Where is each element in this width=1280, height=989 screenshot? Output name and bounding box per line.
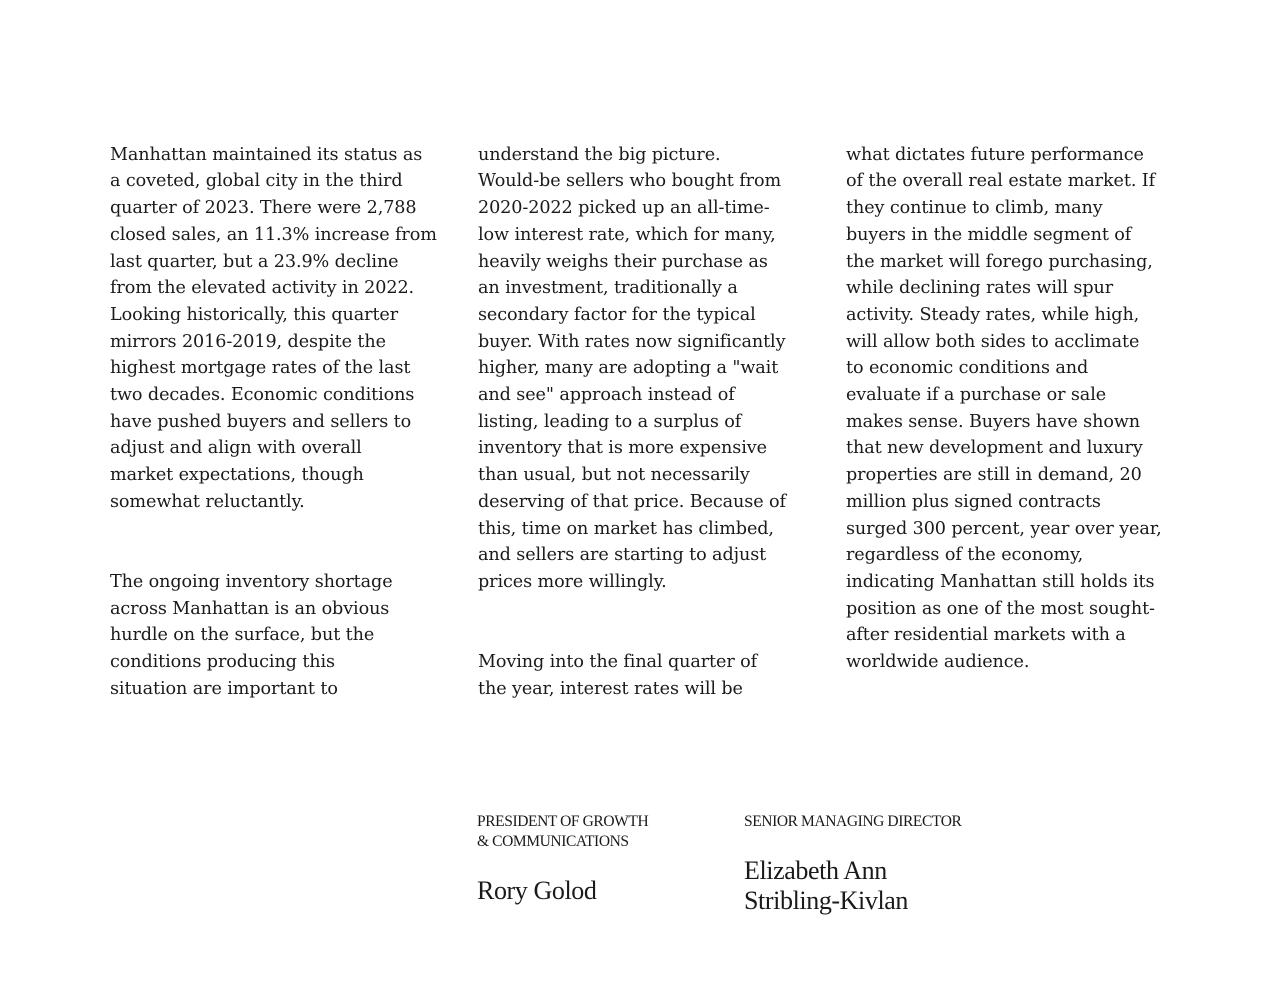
signature-name: Elizabeth Ann Stribling-Kivlan [744,856,909,915]
text-column-1 [110,115,450,729]
signature-block-director [744,812,1024,916]
paragraph: Moving into the final quarter of the year, interest rates will be [478,652,758,699]
paragraph: Manhattan maintained its status as a coveted, global city in the third quarter of 2023. There were 2,788 closed sales, an 11.3% increase from last quarter, but a 23.9% decline from the elevated activity in 2022. Looking historically, this quarter mirrors 2016-2019, despite the highest mortgage rates of the last two decades. Economic conditions have pushed buyers and sellers to adjust and align with overall market expectations, though somewhat reluctantly. [110,144,437,512]
text-column-2 [478,115,813,729]
signature-title: PRESIDENT OF GROWTH & COMMUNICATIONS [477,813,649,850]
paragraph: The ongoing inventory shortage across Manhattan is an obvious hurdle on the surface, but the conditions producing this situation are important to [110,571,393,699]
signature-title: SENIOR MANAGING DIRECTOR [744,813,962,830]
paragraph: what dictates future performance of the overall real estate market. If they continue to climb, many buyers in the middle segment of the market will forego purchasing, while declining rates will spur activity. Steady rates, while high, will allow both sides to acclimate to economic conditions and evaluate if a purchase or sale makes sense. Buyers have shown that new development and luxury properties are still in demand, 20 million plus signed contracts surged 300 percent, year over year, regardless of the economy, indicating Manhattan still holds its position as one of the most sought- after residential markets with a worldwide audience. [846,144,1162,673]
paragraph: understand the big picture. Would-be sellers who bought from 2020-2022 picked up an all-time- low interest rate, which for many, heavily weighs their purchase as an investment, traditionally a secondary factor for the typical buyer. With rates now significantly higher, many are adopting a "wait and see" approach instead of listing, leading to a surplus of inventory that is more expensive than usual, but not necessarily deserving of that price. Because of this, time on market has climbed, and sellers are starting to adjust prices more willingly. [478,144,786,592]
text-column-3 [846,115,1181,702]
signature-block-president [477,812,707,906]
signature-name: Rory Golod [477,876,597,905]
